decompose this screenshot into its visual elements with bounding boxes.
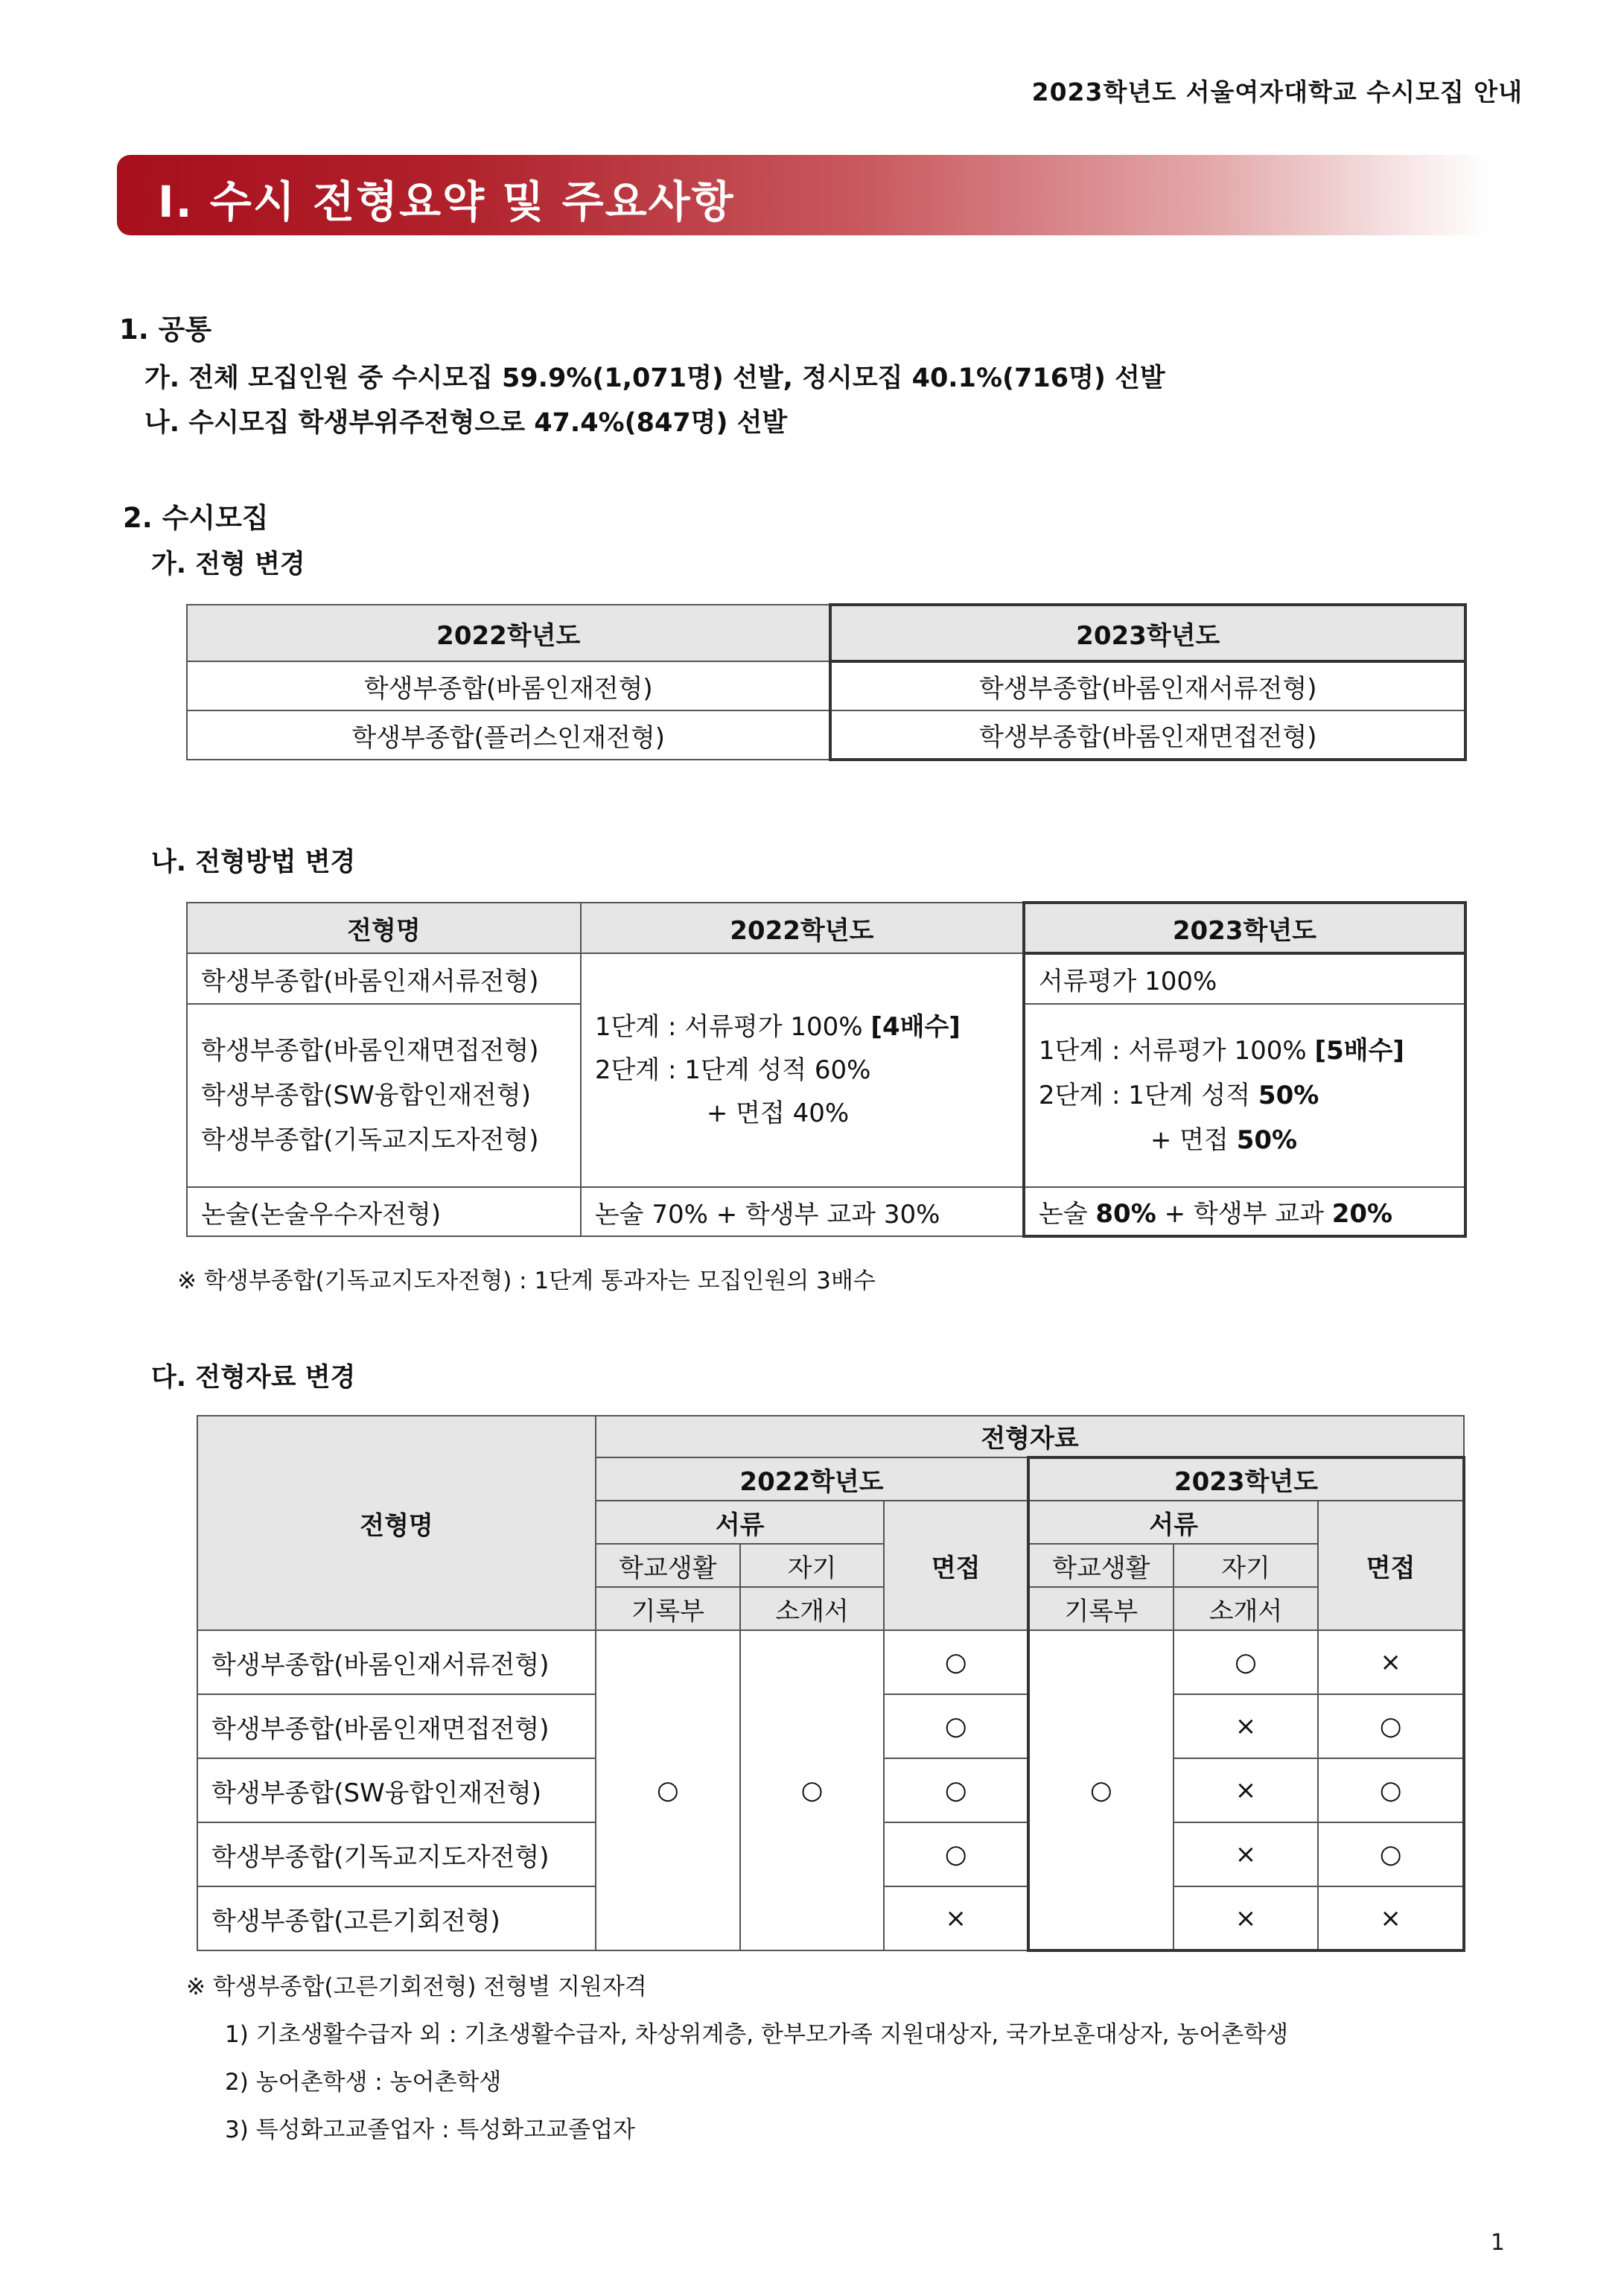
table-cell: 논술 70% + 학생부 교과 30% bbox=[581, 1187, 1024, 1236]
table-header: 기록부 bbox=[1028, 1587, 1174, 1630]
table-header: 자기 bbox=[1174, 1544, 1319, 1587]
table-header: 자기 bbox=[740, 1544, 885, 1587]
table-header: 면접 bbox=[884, 1501, 1028, 1630]
subsection-b-heading: 나. 전형방법 변경 bbox=[151, 848, 356, 877]
subsection-c-heading: 다. 전형자료 변경 bbox=[151, 1363, 356, 1393]
method-2023-cell: 1단계 : 서류평가 100% [5배수] 2단계 : 1단계 성적 50% + 면접 50% bbox=[1024, 1004, 1465, 1187]
note-eligibility-title: ※ 학생부종합(고른기회전형) 전형별 지원자격 bbox=[186, 1974, 647, 2000]
table-cell: 학생부종합(바롬인재서류전형) bbox=[187, 953, 581, 1004]
table-row: 학생부종합(바롬인재서류전형) ○ ○ ○ ○ ○ × bbox=[197, 1630, 1464, 1694]
note-eligibility-line: 2) 농어촌학생 : 농어촌학생 bbox=[225, 2069, 502, 2096]
table-header: 전형명 bbox=[187, 903, 581, 953]
table-cell: 서류평가 100% bbox=[1024, 953, 1465, 1004]
table-cell: ○ bbox=[596, 1630, 740, 1950]
note-eligibility-line: 1) 기초생활수급자 외 : 기초생활수급자, 차상위계층, 한부모가족 지원대상자, 국가보훈대상자, 농어촌학생 bbox=[225, 2021, 1289, 2048]
table-header: 2023학년도 bbox=[1028, 1457, 1464, 1501]
table-header: 전형명 bbox=[197, 1416, 596, 1630]
section-2-heading: 2. 수시모집 bbox=[123, 502, 269, 534]
table-row: 학생부종합(기독교지도자전형) ○ × ○ bbox=[197, 1822, 1464, 1886]
table-header: 학교생활 bbox=[1028, 1544, 1174, 1587]
table-row: 학생부종합(SW융합인재전형) ○ × ○ bbox=[197, 1758, 1464, 1822]
table-header: 소개서 bbox=[1174, 1587, 1319, 1630]
table-cell: 논술 80% + 학생부 교과 20% bbox=[1024, 1187, 1465, 1236]
table-cell: 학생부종합(바롬인재면접전형) 학생부종합(SW융합인재전형) 학생부종합(기독교지도자전형) bbox=[187, 1004, 581, 1187]
note-eligibility-line: 3) 특성화고교졸업자 : 특성화고교졸업자 bbox=[225, 2117, 635, 2143]
note-method: ※ 학생부종합(기독교지도자전형) : 1단계 통과자는 모집인원의 3배수 bbox=[177, 1268, 876, 1294]
table-cell: 논술(논술우수자전형) bbox=[187, 1187, 581, 1236]
table-header: 서류 bbox=[1028, 1501, 1318, 1544]
table-row: 학생부종합(고른기회전형) × × × bbox=[197, 1886, 1464, 1950]
banner-title: Ⅰ. 수시 전형요약 및 주요사항 bbox=[158, 177, 735, 227]
document-header: 2023학년도 서울여자대학교 수시모집 안내 bbox=[1031, 77, 1523, 106]
table-header: 기록부 bbox=[596, 1587, 740, 1630]
table-cell: ○ bbox=[1028, 1630, 1174, 1950]
table-cell: 학생부종합(바롬인재전형) bbox=[187, 661, 830, 710]
section-banner bbox=[117, 155, 1489, 235]
table-cell: 학생부종합(바롬인재서류전형) bbox=[830, 661, 1465, 710]
table-method-change bbox=[186, 901, 1467, 1238]
table-header: 2022학년도 bbox=[187, 605, 830, 661]
table-row: 학생부종합(바롬인재면접전형) ○ × ○ bbox=[197, 1694, 1464, 1758]
section-1-item-a: 가. 전체 모집인원 중 수시모집 59.9%(1,071명) 선발, 정시모집 40.1%(716명) 선발 bbox=[144, 363, 1165, 393]
subsection-a-heading: 가. 전형 변경 bbox=[151, 550, 305, 579]
table-header: 2022학년도 bbox=[596, 1457, 1028, 1501]
table-cell: 학생부종합(플러스인재전형) bbox=[187, 710, 830, 760]
table-cell: 학생부종합(바롬인재면접전형) bbox=[830, 710, 1465, 760]
table-header: 2022학년도 bbox=[581, 903, 1024, 953]
method-2022-cell: 1단계 : 서류평가 100% [4배수] 2단계 : 1단계 성적 60% + 면접 40% bbox=[581, 953, 1024, 1187]
section-1-item-b: 나. 수시모집 학생부위주전형으로 47.4%(847명) 선발 bbox=[144, 408, 788, 438]
table-header: 학교생활 bbox=[596, 1544, 740, 1587]
table-header: 면접 bbox=[1318, 1501, 1464, 1630]
table-selection-change bbox=[186, 603, 1467, 761]
table-cell: ○ bbox=[740, 1630, 885, 1950]
section-1-heading: 1. 공통 bbox=[119, 314, 212, 346]
table-header: 2023학년도 bbox=[830, 605, 1465, 661]
table-header: 소개서 bbox=[740, 1587, 885, 1630]
page-number: 1 bbox=[1490, 2230, 1505, 2256]
table-header: 전형자료 bbox=[596, 1416, 1464, 1457]
table-materials-change bbox=[197, 1415, 1465, 1952]
table-header: 서류 bbox=[596, 1501, 884, 1544]
table-header: 2023학년도 bbox=[1024, 903, 1465, 953]
